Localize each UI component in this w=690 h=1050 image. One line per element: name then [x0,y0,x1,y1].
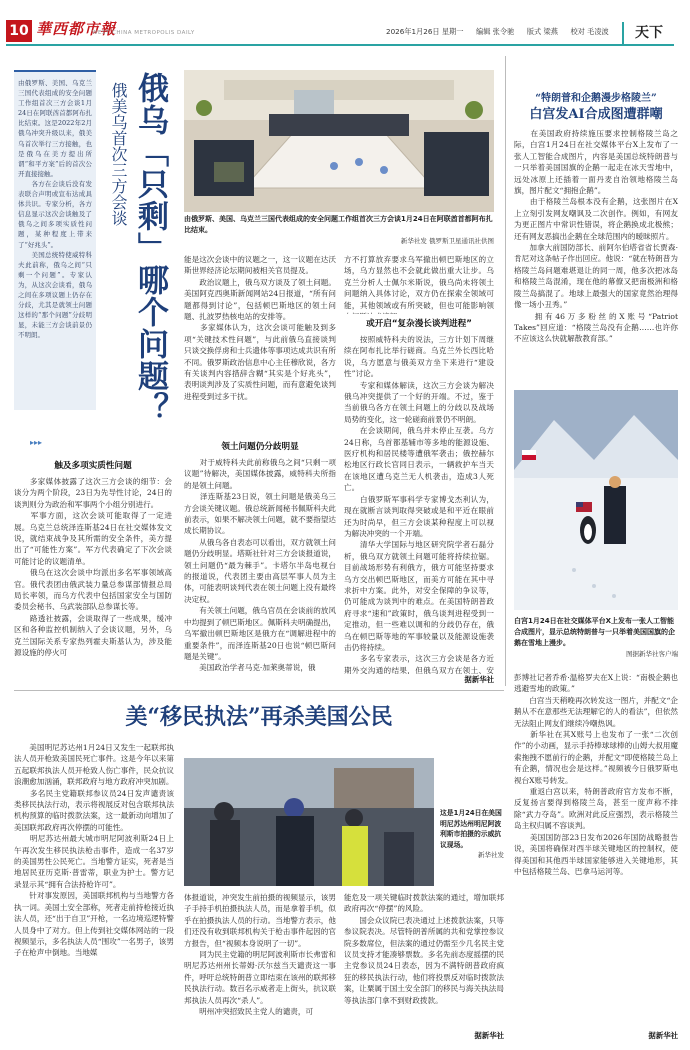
side-body-2: 彭博社记者乔希·温格罗夫在X上说：“南极企鹅也逃避雪地的政策。” 白宫当天稍晚再次转发这一图片，并配文“企鹅从不在意那些无法理解它的人的看法”，但依然无法阻止网友们继续冷嘲热讽。 新华社在其X账号上也发布了一张“二次创作”的小动画，显示手持棒球球棒的山姆大叔用魔索拖拽不愿前行的企鹅，并配文“即使格陵兰岛上有企鹅，情况也会是这样。”视频被今日俄罗斯电视台X账号转发。 重返白宫以来，特朗普政府官方发布不断，反复扬言要得到格陵兰岛，甚至一度声称不排除“武力夺岛”。欧洲对此反应强烈，表示格陵兰岛主权归属不容谈判。 美国国防部23日发布2026年国防战略报告说，美国将确保对西半球关键地区的控制权，使得美国和其他西半球国家能够进入关键地形，其中包括格陵兰岛、巴拿马运河等。 [514,673,678,876]
side-photo-caption [514,616,678,660]
editor-credit: 编辑 张令驰 [476,27,515,36]
lead-intro-text: 由俄罗斯、美国、乌克兰三国代表组成的安全问题工作组首次三方会谈1月24日在阿联酋首都阿布扎比结束。这是2022年2月俄乌冲突升级以来，俄美乌首次举行三方接触，也是俄乌在美方提出所谓“和平方案”后的首次公开直接接触。 各方在会谈后没有发表联合声明或宣布达成具体共识。专家分析，各方信息显示这次会谈触及了俄乌之间多项实质性问题，某种程度上带来了“好兆头”。 美国总统特使威特科夫此前称，俄乌之间“只剩一个问题”。专家认为，从这次会谈看，俄乌之间在多项议题上仍存在分歧，尤其是就领土问题这样的“那个问题”分歧明显，未能三方会谈前景仍不明朗。 [18,79,92,340]
lead-byline: 据新华社 [464,675,494,684]
bottom-photo [184,758,434,886]
penguin-snow-illustration [514,390,678,610]
bottom-photo-caption [440,808,504,861]
lead-body-col-3b: 按照威特科夫的说法，三方计划下周继续在阿布扎比举行磋商。乌克兰外长西比哈说，乌方愿意与俄美双方坐下来进行“建设性”讨论。 专家和媒体解读，这次三方会谈为解决俄乌冲突提供了一个好的开端。不过，鉴于当前俄乌各方在领土问题上的分歧以及战场局势的变化，这一轮磋商前景仍不明朗。 在会谈期间，俄乌并未停止互袭。乌方24日称，乌首都基辅市等多地的能源设施、医疗机构和居民楼等遭俄军袭击；俄控赫尔松地区行政长官同日表示，一辆救护车当天在该地区遭乌克兰无人机袭击，造成3人死亡。 白俄罗斯军事科学专家博戈杰利认为，现在就断言谈判取得突破或是和平近在眼前还为时尚早，但三方会谈某种程度上可以视为解决冲突的一个开端。 清华大学国际与地区研究院学者石磊分析，俄乌双方就领土问题可能将持续拉锯。目前战场形势有利俄方，俄方可能坚持要求乌方交出顿巴斯地区，而美方可能在其中寻求折中方案。此外，对安全保障的争议等，仍可能成为谈判中的难点。在美国特朗普政府寻求“速和”政策时，俄乌谈判进程受到一定推动，但一些难以调和的分歧仍存在，俄乌在顿巴斯等地的军事较量以及能源设施袭击仍将持续。 多名专家表示，这次三方会谈是各方近期外交沟通的结果，但俄乌双方在领土、安 [344,335,494,674]
bottom-photo-credit: 新华社发 [478,851,504,859]
masthead-english: WEST CHINA METROPOLIS DAILY [92,30,195,36]
issue-date: 2026年1月26日 星期一 [386,27,464,36]
bottom-body-2: 体报道说，冲突发生前拍摄的视频显示，该男子手持手机拍摄执法人员，而是拿着手机，似乎在拍摄执法人员的行动。当地警方表示，他们还没有收到联邦机构关于枪击事件起因的官方报告，但“视频本身说明了一切”。 同为民主党籍的明尼阿波利斯市长弗雷和明尼苏达州州长蒂姆·沃尔兹当天谴责这一事件，呼吁总统特朗普立即结束在该州的联邦移民执法行动。数百名示威者走上街头，抗议联邦执法人员再次“杀人”。 明州冲突招致民主党人的谴责，可 [184,893,336,1017]
lead-title: 俄乌「只剩」哪个问题？ [132,72,168,424]
page-number: 10 [6,20,32,42]
header-meta [386,27,609,37]
caption-text: 由俄罗斯、美国、乌克兰三国代表组成的安全问题工作组首次三方会谈1月24日在阿联酋首都阿布扎比结束。 [184,215,493,234]
bottom-title: 美“移民执法”再杀美国公民 [125,704,393,730]
lead-subtitle: 俄美乌首次三方会谈 [109,82,128,226]
proof-credit: 校对 毛凌波 [570,27,609,36]
lead-body-col-3a: 方不打算放弃要求乌军撤出顿巴斯地区的立场，乌方显然也不会就此做出重大让步。乌克兰分析人士佩尔米斯说，俄乌尚未将领土问题纳入具体讨论，双方仍在探索全领域可能，其他领域或有所突破，但也可能影响领 [344,255,494,310]
meeting-room-illustration [184,70,494,212]
lead-photo [184,70,494,212]
side-title-pre: “特朗普和企鹅漫步格陵兰” [535,93,657,104]
bottom-byline: 据新华社 [474,1031,504,1040]
section-tab: 天下 [622,22,674,44]
bottom-body-1: 美国明尼苏达州1月24日又发生一起联邦执法人员开枪致美国民死亡事件。这是今年以来第五起联邦执法人员开枪致人伤亡事件，民众抗议浪潮愈加汹涌，联邦政府与地方政府冲突加剧。 多名民主党籍联邦参议员24日发声谴责该类移民执法行动，表示将视展反对包含联邦执法机构预算的临时拨款法案，这一最新动向增加了美国联邦政府再次停摆的可能性。 明尼苏达州最大城市明尼阿波利斯24日上午再次发生移民执法枪击事件，造成一名37岁的美国男性公民死亡。当地警方证实，死者是当地居民亚历克斯·普雷蒂，职业为护士。警方记录显示其“拥有合法持枪许可”。 针对事发原因，美国联邦机构与当地警方各执一词。美国土安全部称，死者走前持枪接近执法人员，还“出于自卫”开枪，一名边境巡逻特警人员身中了对方。但上传到社交媒体网站的一段视频显示，多名执法人员“围攻”一名男子，该男子在枪声中倒地。当地媒 [14,743,174,958]
lead-subhead-1: 触及多项实质性问题 [54,461,132,471]
lead-body-col-2b: 对于威特科夫此前称俄乌之间“只剩一项议题”待解决，美国媒体披露，威特科夫所指的是领土问题。 泽连斯基23日说，领土问题是俄美乌三方会谈关键议题。俄总统新闻秘书佩斯科夫此前表示，如果不解决领土问题，就不要指望达成长期协议。 从俄乌各自表态可以看出，双方就领土问题仍分歧明显。塔斯社针对三方会谈报道说，领土问题仍“最为棘手”。卡塔尔半岛电视台的报道说，代表团主要由高层军事人员为主体，可能表明谈判代表在领土问题上没有最终决定权。 有关领土问题，俄乌官员在会谈前的放风中均提到了顿巴斯地区。佩斯科夫明确提出，乌军撤出顿巴斯地区是俄方在“调解进程中的重要条件”，而泽连斯基20日也说“顿巴斯问题是关键”。 美国政治学者马克·加莱奥蒂说，俄 [184,458,336,673]
masthead-logo: 華西都市報 [36,20,117,38]
side-photo-credit: 图据新华社客户端 [626,650,678,658]
column-divider [505,56,506,686]
lead-photo-caption [184,214,494,247]
lead-subhead-2: 领土问题仍分歧明显 [221,442,299,452]
lead-body-col-2a: 能是这次会谈中的议题之一，这一议题在达沃斯世界经济论坛期间被相关官员提及。 政治议题上，俄乌双方谈及了领土问题。美国阿克西奥斯新闻网站24日报道，“所有问题都得到讨论”，包括顿巴斯地区的领土问题、扎波罗热核电站的安排等。 多家媒体认为，这次会谈可能触及到多项“关键技术性问题”，与此前俄乌直接谈判只谈交换俘虏和士兵遗体等事项达成共识有所不同。俄罗斯政治信息中心主任穆欣说，各方有关谈判内容措辞含糊“其实是个好兆头”，表明谈判涉及了实质性问题，而有意避免谈判进程受到过多干扰。 [184,255,336,401]
side-body-1: 在美国政府持续施压要求控制格陵兰岛之际，白宫1月24日在社交媒体平台X上发布了一张人工智能合成图片，内容是美国总统特朗普与一只举着美国国旗的企鹅一起走在冰天雪地中，远处冰原上还插着一面丹麦自治领地格陵兰岛旗，图片配文“拥抱企鹅”。 由于格陵兰岛根本没有企鹅，这张图片在X上立刻引发网友嘲讽及二次创作。例如，有网友为更正图片中常识性错误，将企鹅换成北极熊；还有网友恶搞出企鹅在全球范围内的暧昧照片。 加拿大前国防部长、前阿尔伯塔省省长贾森·肯尼对这条帖子作出回应。他说：“就在特朗普为格陵兰岛问题难堪退让的同一周，他多次把冰岛和格陵兰岛混淆，现在他的幕僚又把南极洲和格陵兰岛搞混了。地球上最强大的国家竟然治理得像一场小丑秀。” 拥有46万多粉丝的X账号“Patriot Takes”回应道：“格陵兰岛没有企鹅……也许你不应该这么快就解散教育部。” [514,129,678,344]
page-header [0,0,690,46]
bottom-story-rule [14,690,504,691]
side-photo [514,390,678,610]
side-title: 白宫发AI合成图遭群嘲 [529,107,663,122]
side-caption-text: 白宫1月24日在社交媒体平台X上发布一张人工智能合成图片，显示总统特朗普与一只举着美国国旗的企鹅在雪地上漫步。 [514,617,675,647]
bottom-caption-text: 这是1月24日在美国明尼苏达州明尼阿波利斯市拍摄的示威抗议现场。 [440,809,502,849]
protest-scene-illustration [184,758,434,886]
side-byline: 据新华社 [648,1031,678,1040]
design-credit: 版式 梁燕 [526,27,558,36]
bottom-body-3: 能危及一项关键临时拨款法案的通过，增加联邦政府再次“停摆”的风险。 国会众议院已表决通过上述拨款法案，只等参议院表决。尽管特朗普所属的共和党掌控参议院多数席位，但法案的通过仍需至少几名民主党议员支持才能凑够票数。多名先前态度摇摆的民主党参议员24日表态，因为不满特朗普政府疯狂的移民执法行动，他们将投票反对临时拨款法案，让粟属于国土安全部门的移民与海关执法局等执法部门拿不到财政拨款。 [344,893,504,1005]
photo-credit: 新华社发 俄罗斯卫星通讯社供图 [400,237,494,245]
header-rule [6,44,674,46]
lead-intro-box [14,70,96,410]
lead-subhead-3: 或开启“复杂漫长谈判进程” [366,319,472,329]
lead-body-col-1: 多家媒体披露了这次三方会谈的细节：会谈分为两个阶段，23日为先导性讨论，24日的谈判则分为政治和军事两个小组分别进行。 军事方面，这次会谈可能取得了一定进展。乌克兰总统泽连斯基24日在社交媒体发文说，就结束战争及其所需的安全条件，美方提出了“可能性方案”。军方代表确定了下次会谈可能讨论的议题清单。 俄乌在这次会谈中均派出多名军事领域高官。俄代表团由俄武装力量总参谋部情报总局局长率领，而乌方代表中包括国家安全与国防委员会秘书、乌武装部队总参谋长等。 路透社披露，会谈取得了一些成果，缓冲区和各种监控机制纳入了会谈议题，另外，乌克兰国际关系专家热列霍夫斯基认为，涉及能源设施的停火可 [14,477,172,658]
intro-arrows: ▸▸▸ [30,438,43,447]
